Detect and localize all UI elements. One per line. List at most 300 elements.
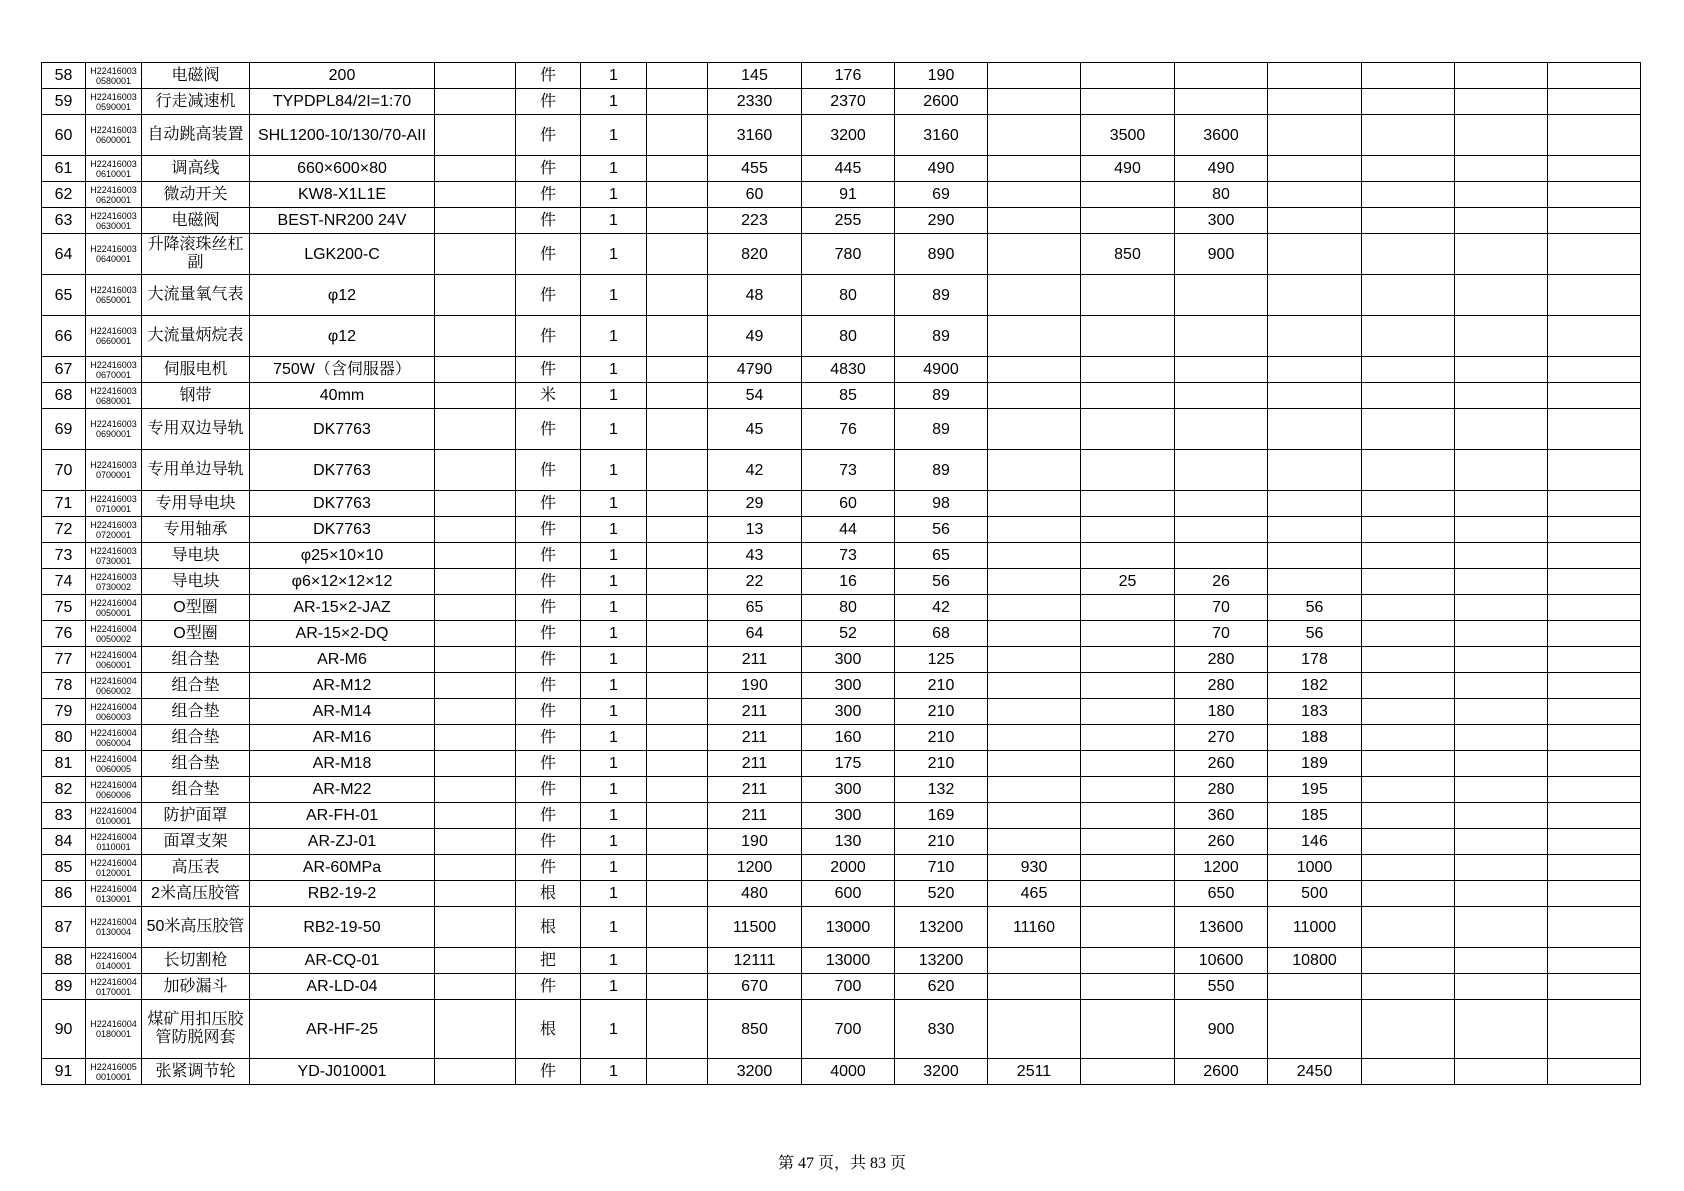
table-row [42,803,1641,829]
price-value: 2600 [1175,1059,1268,1085]
item-code: H22416004 0100001 [86,803,142,829]
item-qty: 1 [581,234,647,275]
row-number: 81 [42,751,86,777]
price-table [41,62,1641,1085]
empty-cell [647,907,708,948]
table-row [42,383,1641,409]
empty-cell [435,156,516,182]
empty-cell [647,63,708,89]
price-value: 3600 [1175,115,1268,156]
price-value: 56 [1268,621,1362,647]
row-number: 61 [42,156,86,182]
price-value [1081,803,1175,829]
price-value [988,156,1081,182]
table-row [42,208,1641,234]
empty-cell [647,543,708,569]
price-value [1548,855,1641,881]
empty-cell [647,517,708,543]
price-value [1455,881,1548,907]
price-value: 445 [802,156,895,182]
price-value [1548,699,1641,725]
price-value: 146 [1268,829,1362,855]
price-value: 650 [1175,881,1268,907]
price-value [1548,803,1641,829]
price-value: 211 [708,751,802,777]
table-row [42,699,1641,725]
price-value [1548,881,1641,907]
price-value: 60 [802,491,895,517]
empty-cell [435,517,516,543]
price-value [1362,699,1455,725]
price-value [1362,1059,1455,1085]
item-name: 大流量氧气表 [142,275,250,316]
price-value [1362,907,1455,948]
price-value: 11160 [988,907,1081,948]
price-value [1455,517,1548,543]
price-value: 2450 [1268,1059,1362,1085]
empty-cell [435,699,516,725]
table-row [42,316,1641,357]
price-value [988,357,1081,383]
price-value: 64 [708,621,802,647]
price-value [1362,621,1455,647]
price-value: 188 [1268,725,1362,751]
empty-cell [435,63,516,89]
empty-cell [435,182,516,208]
price-value [1362,63,1455,89]
price-value [1362,543,1455,569]
price-value [1268,357,1362,383]
price-value: 280 [1175,647,1268,673]
price-value: 52 [802,621,895,647]
price-value [1362,115,1455,156]
price-value [1362,316,1455,357]
item-unit: 件 [516,699,581,725]
item-spec: BEST-NR200 24V [250,208,435,234]
price-value: 13 [708,517,802,543]
item-spec: DK7763 [250,450,435,491]
price-value [1362,182,1455,208]
price-value [1081,621,1175,647]
item-code: H22416004 0110001 [86,829,142,855]
item-name: 专用轴承 [142,517,250,543]
price-value [1455,409,1548,450]
price-value [1175,543,1268,569]
price-value [1268,450,1362,491]
price-value: 300 [802,699,895,725]
table-row [42,1000,1641,1059]
price-value: 26 [1175,569,1268,595]
price-value: 2370 [802,89,895,115]
price-value [1548,595,1641,621]
price-value [1455,89,1548,115]
item-code: H22416003 0650001 [86,275,142,316]
item-qty: 1 [581,569,647,595]
price-value [1455,974,1548,1000]
item-spec: AR-ZJ-01 [250,829,435,855]
table-row [42,491,1641,517]
price-value: 56 [1268,595,1362,621]
price-value: 455 [708,156,802,182]
price-value [988,751,1081,777]
price-value [1175,450,1268,491]
row-number: 70 [42,450,86,491]
price-value [1362,673,1455,699]
price-value: 850 [708,1000,802,1059]
item-spec: AR-LD-04 [250,974,435,1000]
price-value: 178 [1268,647,1362,673]
price-value: 1200 [708,855,802,881]
price-value [1268,63,1362,89]
price-value: 500 [1268,881,1362,907]
price-value [1548,316,1641,357]
price-value [1081,543,1175,569]
price-value: 44 [802,517,895,543]
row-number: 59 [42,89,86,115]
price-value: 89 [895,383,988,409]
item-qty: 1 [581,543,647,569]
price-value [1081,1059,1175,1085]
row-number: 89 [42,974,86,1000]
price-value [1175,409,1268,450]
row-number: 73 [42,543,86,569]
price-value [1548,1000,1641,1059]
price-value [1362,881,1455,907]
empty-cell [435,855,516,881]
price-value: 10600 [1175,948,1268,974]
item-code: H22416004 0130004 [86,907,142,948]
item-unit: 件 [516,156,581,182]
table-row [42,89,1641,115]
price-value [1455,855,1548,881]
price-value [1455,156,1548,182]
price-value [1175,275,1268,316]
item-code: H22416004 0060001 [86,647,142,673]
empty-cell [647,673,708,699]
price-value: 1200 [1175,855,1268,881]
empty-cell [435,569,516,595]
price-value: 290 [895,208,988,234]
price-value: 211 [708,725,802,751]
price-value [1268,1000,1362,1059]
price-value [1362,491,1455,517]
price-value: 169 [895,803,988,829]
price-value [1455,907,1548,948]
item-unit: 件 [516,855,581,881]
empty-cell [647,316,708,357]
price-value [988,1000,1081,1059]
price-value: 465 [988,881,1081,907]
price-value: 300 [802,803,895,829]
price-value [1455,208,1548,234]
item-name: 长切割枪 [142,948,250,974]
price-value: 211 [708,803,802,829]
item-code: H22416004 0050002 [86,621,142,647]
item-qty: 1 [581,517,647,543]
price-value: 3160 [708,115,802,156]
empty-cell [647,569,708,595]
price-value [1081,855,1175,881]
row-number: 63 [42,208,86,234]
table-body [42,63,1641,1085]
item-qty: 1 [581,208,647,234]
empty-cell [647,948,708,974]
price-value [1268,316,1362,357]
item-name: 电磁阀 [142,208,250,234]
price-value: 189 [1268,751,1362,777]
price-value: 13200 [895,948,988,974]
item-name: 钢带 [142,383,250,409]
item-name: 微动开关 [142,182,250,208]
price-value [1081,881,1175,907]
price-value [988,699,1081,725]
item-code: H22416003 0590001 [86,89,142,115]
empty-cell [435,881,516,907]
price-value: 211 [708,699,802,725]
price-value [1268,89,1362,115]
row-number: 76 [42,621,86,647]
price-value [1268,409,1362,450]
item-qty: 1 [581,115,647,156]
price-value [1268,275,1362,316]
price-value [1548,208,1641,234]
price-value [1455,450,1548,491]
price-value [1362,1000,1455,1059]
price-value: 260 [1175,829,1268,855]
price-value [1548,182,1641,208]
item-unit: 件 [516,777,581,803]
price-value: 600 [802,881,895,907]
price-value [1548,777,1641,803]
table-row [42,1059,1641,1085]
price-value: 550 [1175,974,1268,1000]
empty-cell [647,881,708,907]
table-row [42,829,1641,855]
row-number: 71 [42,491,86,517]
price-value [1081,316,1175,357]
price-value: 480 [708,881,802,907]
empty-cell [435,777,516,803]
empty-cell [647,647,708,673]
item-qty: 1 [581,316,647,357]
item-qty: 1 [581,89,647,115]
empty-cell [435,1000,516,1059]
empty-cell [647,1059,708,1085]
table-row [42,751,1641,777]
price-value: 42 [708,450,802,491]
price-value [1548,907,1641,948]
price-value [988,208,1081,234]
price-value [988,829,1081,855]
price-value [1548,974,1641,1000]
item-qty: 1 [581,751,647,777]
price-value: 2330 [708,89,802,115]
empty-cell [647,699,708,725]
empty-cell [647,725,708,751]
empty-cell [647,115,708,156]
price-value: 490 [1081,156,1175,182]
item-qty: 1 [581,974,647,1000]
price-value: 210 [895,829,988,855]
item-name: 组合垫 [142,725,250,751]
price-value: 520 [895,881,988,907]
item-spec: DK7763 [250,491,435,517]
price-value [1175,357,1268,383]
price-value: 54 [708,383,802,409]
table-row [42,275,1641,316]
empty-cell [647,450,708,491]
page-footer: 第 47 页，共 83 页 [777,1155,906,1172]
price-value [988,595,1081,621]
price-value [1455,383,1548,409]
price-value [988,89,1081,115]
item-qty: 1 [581,699,647,725]
price-value [1081,725,1175,751]
price-value [1081,829,1175,855]
item-spec: AR-M16 [250,725,435,751]
price-value [988,621,1081,647]
item-qty: 1 [581,450,647,491]
price-value [1362,803,1455,829]
empty-cell [647,275,708,316]
empty-cell [647,751,708,777]
price-value [1548,234,1641,275]
price-value: 190 [895,63,988,89]
item-spec: TYPDPL84/2I=1:70 [250,89,435,115]
empty-cell [647,409,708,450]
item-qty: 1 [581,725,647,751]
item-name: 专用导电块 [142,491,250,517]
item-code: H22416004 0060006 [86,777,142,803]
price-value [1362,450,1455,491]
price-value: 130 [802,829,895,855]
price-value: 70 [1175,595,1268,621]
item-spec: AR-FH-01 [250,803,435,829]
empty-cell [435,275,516,316]
empty-cell [435,907,516,948]
row-number: 65 [42,275,86,316]
item-name: 电磁阀 [142,63,250,89]
price-value [1548,491,1641,517]
table-row [42,881,1641,907]
empty-cell [647,595,708,621]
item-unit: 件 [516,595,581,621]
price-value: 70 [1175,621,1268,647]
price-value: 2600 [895,89,988,115]
price-value [1455,948,1548,974]
price-value [1081,275,1175,316]
price-value: 89 [895,275,988,316]
price-value: 490 [1175,156,1268,182]
empty-cell [647,829,708,855]
item-qty: 1 [581,1000,647,1059]
price-value: 3200 [708,1059,802,1085]
item-qty: 1 [581,595,647,621]
price-value [1268,208,1362,234]
empty-cell [435,115,516,156]
item-spec: YD-J010001 [250,1059,435,1085]
item-code: H22416004 0170001 [86,974,142,1000]
item-unit: 件 [516,543,581,569]
item-name: 2米高压胶管 [142,881,250,907]
price-value [1081,974,1175,1000]
empty-cell [435,89,516,115]
price-value [1362,89,1455,115]
table-row [42,450,1641,491]
item-code: H22416003 0610001 [86,156,142,182]
price-value [1268,543,1362,569]
price-value: 185 [1268,803,1362,829]
item-spec: φ12 [250,275,435,316]
price-value [1455,316,1548,357]
price-value: 76 [802,409,895,450]
item-qty: 1 [581,1059,647,1085]
price-value [1455,673,1548,699]
price-value: 3200 [895,1059,988,1085]
price-value: 190 [708,673,802,699]
price-value [988,63,1081,89]
item-qty: 1 [581,948,647,974]
price-value [1268,115,1362,156]
price-value: 780 [802,234,895,275]
price-value [1362,974,1455,1000]
item-code: H22416003 0670001 [86,357,142,383]
item-name: O型圈 [142,595,250,621]
price-value [1362,777,1455,803]
item-name: O型圈 [142,621,250,647]
item-name: 组合垫 [142,777,250,803]
price-value [1362,357,1455,383]
price-value [1362,647,1455,673]
item-unit: 件 [516,725,581,751]
row-number: 78 [42,673,86,699]
price-value: 300 [1175,208,1268,234]
item-unit: 件 [516,1059,581,1085]
price-value: 3500 [1081,115,1175,156]
empty-cell [647,89,708,115]
item-name: 高压表 [142,855,250,881]
price-value: 25 [1081,569,1175,595]
price-value [1362,948,1455,974]
table-row [42,907,1641,948]
item-code: H22416003 0710001 [86,491,142,517]
item-name: 组合垫 [142,751,250,777]
item-spec: φ25×10×10 [250,543,435,569]
row-number: 67 [42,357,86,383]
price-value [988,491,1081,517]
empty-cell [647,777,708,803]
item-name: 面罩支架 [142,829,250,855]
item-code: H22416003 0660001 [86,316,142,357]
price-value [988,974,1081,1000]
price-value: 280 [1175,673,1268,699]
price-value [1268,491,1362,517]
price-value: 360 [1175,803,1268,829]
row-number: 64 [42,234,86,275]
empty-cell [435,803,516,829]
price-value: 73 [802,450,895,491]
price-value [1081,450,1175,491]
empty-cell [435,450,516,491]
item-unit: 件 [516,409,581,450]
price-value: 183 [1268,699,1362,725]
row-number: 60 [42,115,86,156]
price-value: 670 [708,974,802,1000]
item-qty: 1 [581,673,647,699]
price-value [988,383,1081,409]
price-value [1081,699,1175,725]
item-qty: 1 [581,803,647,829]
